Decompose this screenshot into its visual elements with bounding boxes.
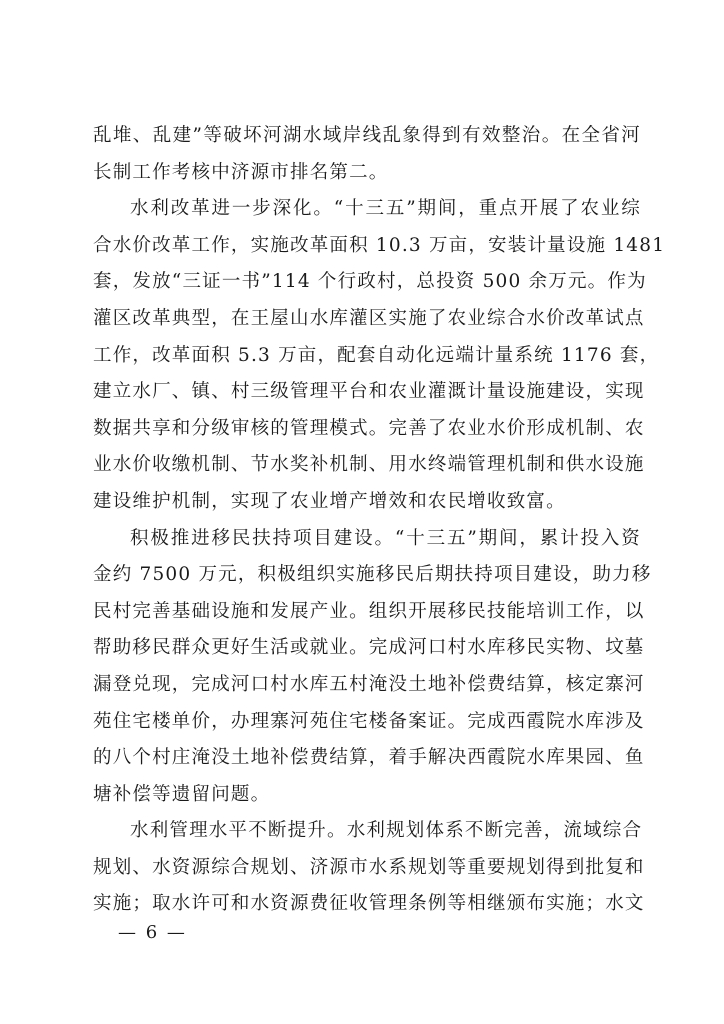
page-number: — 6 —: [118, 922, 187, 943]
text-line: 积极推进移民扶持项目建设。“十三五”期间，累计投入资: [130, 527, 641, 549]
text-line: 长制工作考核中济源市排名第二。: [93, 161, 389, 183]
text-line: 水利改革进一步深化。“十三五”期间，重点开展了农业综: [130, 198, 641, 220]
body-text: [93, 118, 666, 923]
text-line: 套，发放“三证一书”114 个行政村，总投资 500 余万元。作为: [93, 271, 647, 293]
text-line: 金约 7500 万元，积极组织实施移民后期扶持项目建设，助力移: [93, 564, 652, 586]
text-line: 业水价收缴机制、节水奖补机制、用水终端管理机制和供水设施: [93, 454, 645, 476]
text-line: 塘补偿等遗留问题。: [93, 783, 271, 805]
text-line: 帮助移民群众更好生活或就业。完成河口村水库移民实物、坟墓: [93, 637, 645, 659]
text-line: 漏登兑现，完成河口村水库五村淹没土地补偿费结算，核定寨河: [93, 673, 645, 695]
text-line: 苑住宅楼单价，办理寨河苑住宅楼备案证。完成西霞院水库涉及: [93, 710, 645, 732]
text-line: 建设维护机制，实现了农业增产增效和农民增收致富。: [93, 490, 566, 512]
text-line: 乱堆、乱建”等破坏河湖水域岸线乱象得到有效整治。在全省河: [93, 125, 641, 146]
text-line: 数据共享和分级审核的管理模式。完善了农业水价形成机制、农: [93, 417, 645, 439]
text-line: 实施；取水许可和水资源费征收管理条例等相继颁布实施；水文: [93, 893, 645, 915]
text-line: 建立水厂、镇、村三级管理平台和农业灌溉计量设施建设，实现: [93, 381, 645, 403]
text-line: 规划、水资源综合规划、济源市水系规划等重要规划得到批复和: [93, 856, 645, 878]
text-line: 合水价改革工作，实施改革面积 10.3 万亩，安装计量设施 1481: [93, 234, 666, 256]
text-line: 水利管理水平不断提升。水利规划体系不断完善，流域综合: [130, 820, 643, 842]
text-line: 的八个村庄淹没土地补偿费结算，着手解决西霞院水库果园、鱼: [93, 747, 645, 769]
text-line: 民村完善基础设施和发展产业。组织开展移民技能培训工作，以: [93, 600, 645, 622]
text-line: 工作，改革面积 5.3 万亩，配套自动化远端计量系统 1176 套，: [93, 344, 660, 366]
text-line: 灌区改革典型，在王屋山水库灌区实施了农业综合水价改革试点: [93, 307, 645, 329]
